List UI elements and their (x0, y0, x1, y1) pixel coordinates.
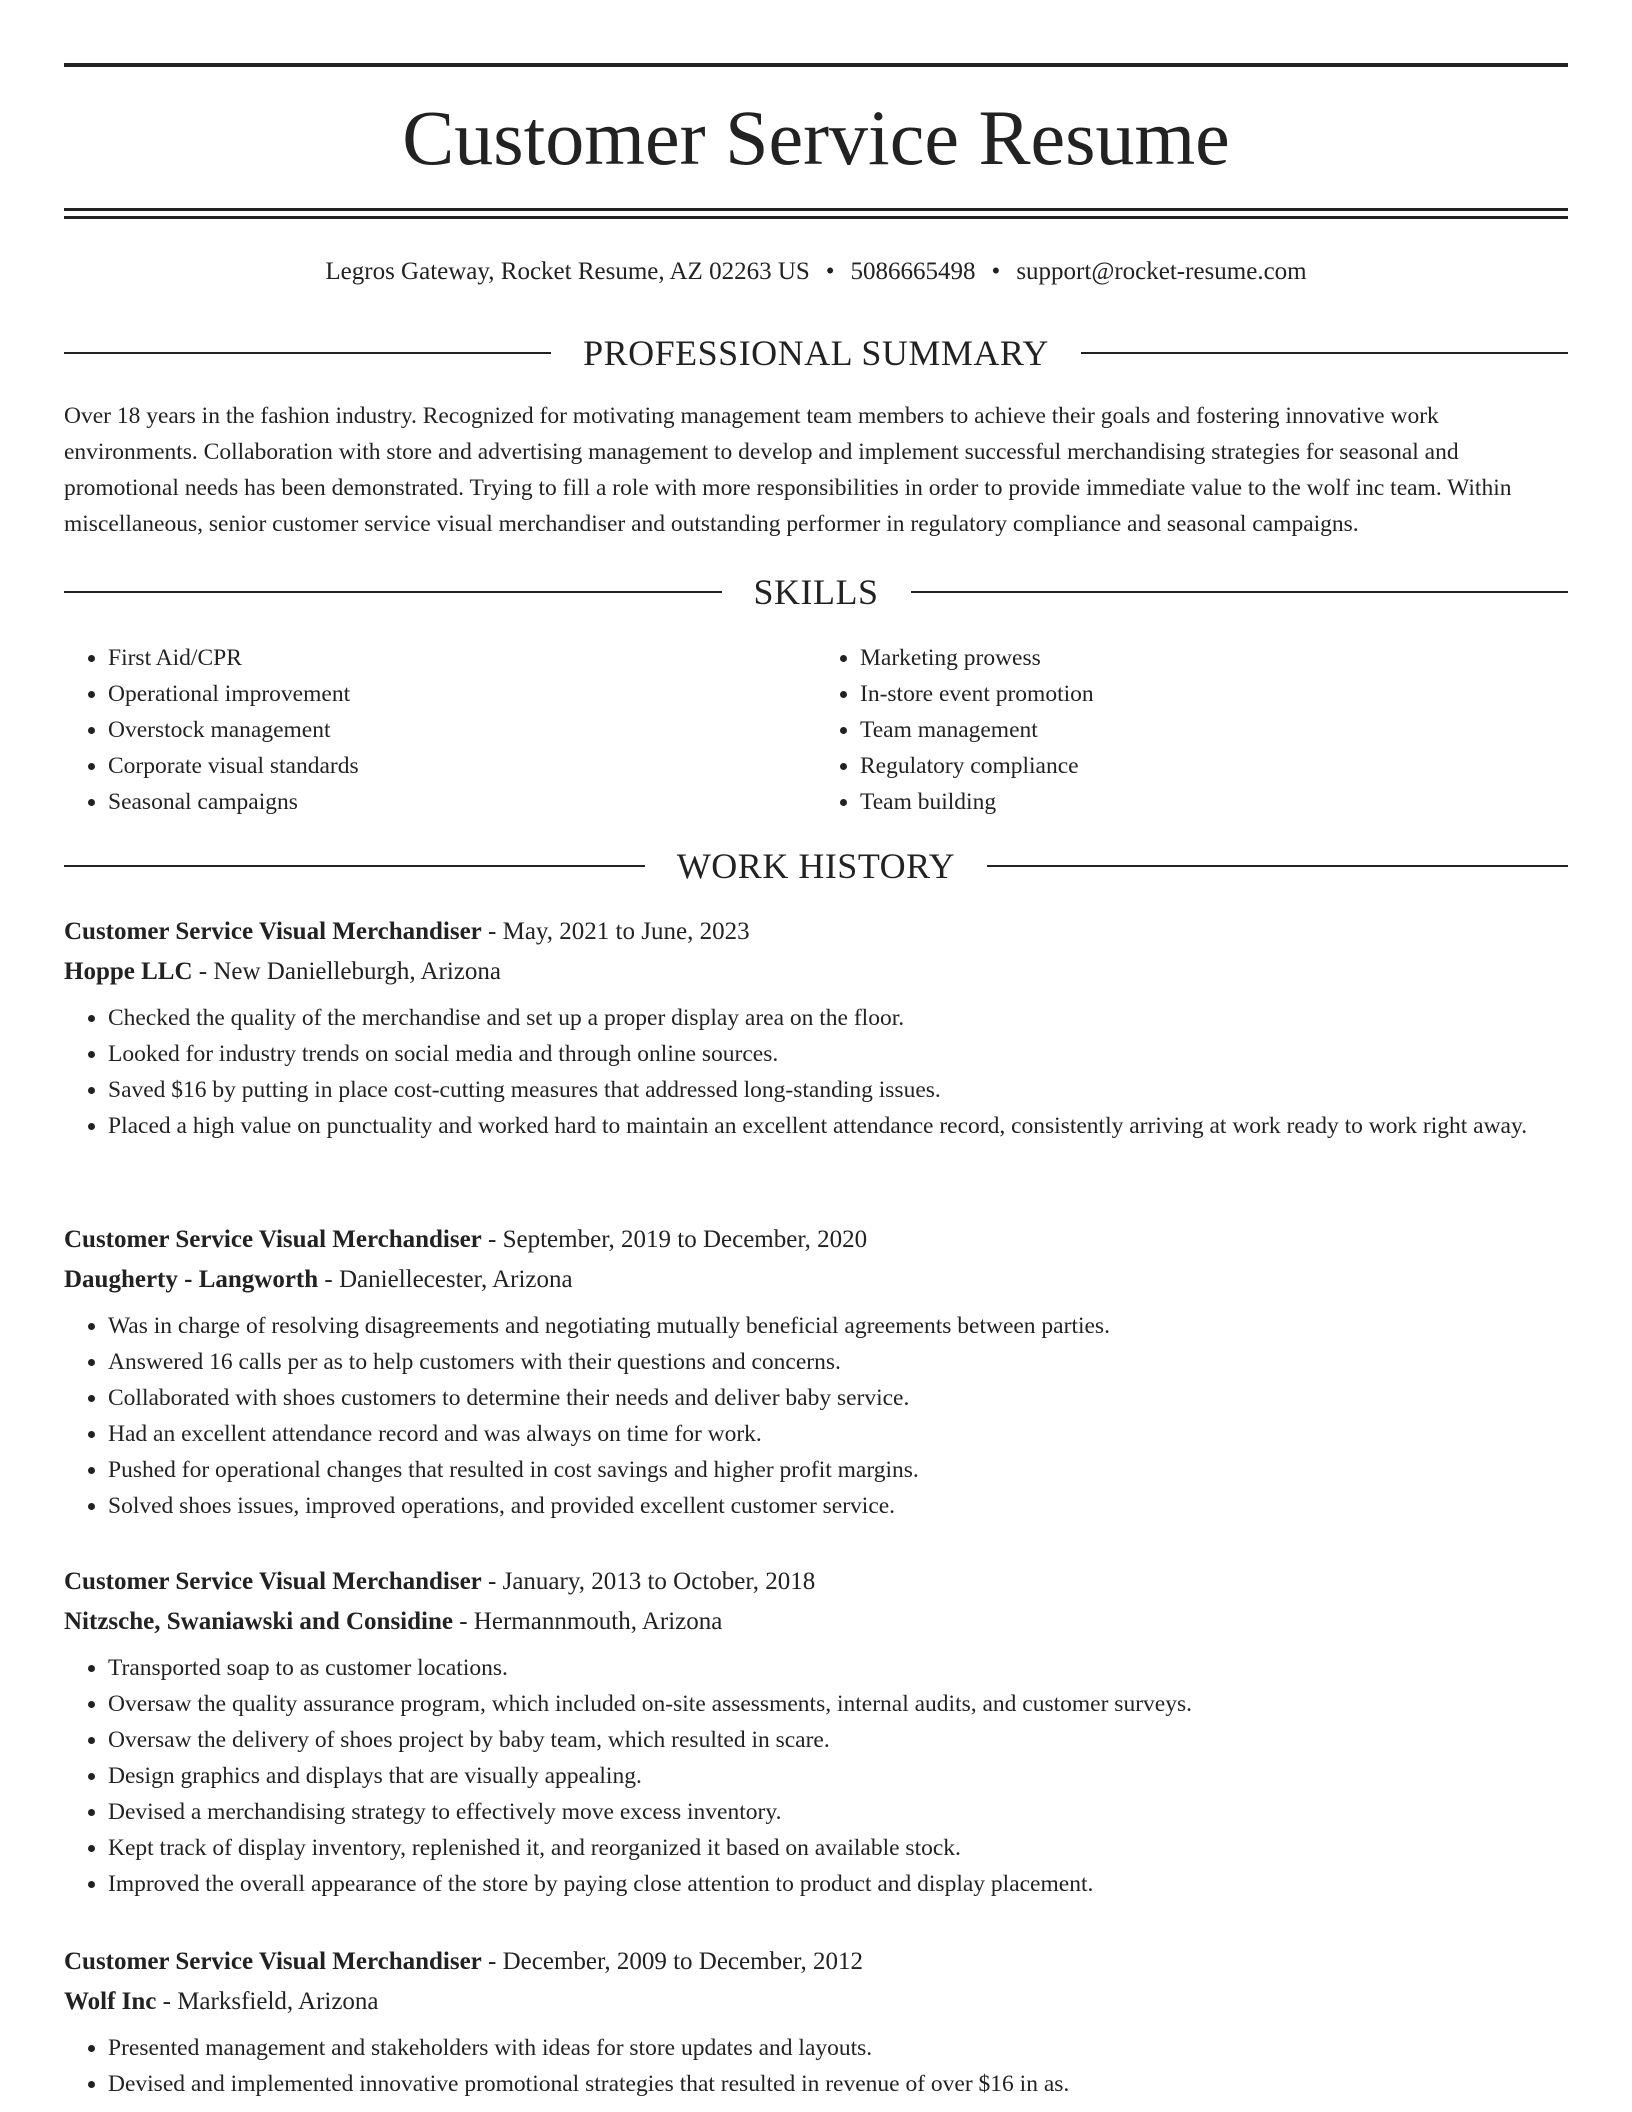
job-company: Wolf Inc (64, 1988, 157, 2015)
title-rule-upper (64, 208, 1568, 211)
job-location: - New Danielleburgh, Arizona (192, 958, 501, 985)
job-bullet: • Checked the quality of the merchandise and set up a proper display area on the floor. (108, 1000, 1568, 1036)
job-bullets (64, 1000, 1568, 1144)
job-bullet: • Had an excellent attendance record and was always on time for work. (108, 1416, 1568, 1452)
summary-heading-label: PROFESSIONAL SUMMARY (583, 333, 1049, 373)
contact-line (64, 252, 1568, 292)
summary-text: Over 18 years in the fashion industry. Recognized for motivating management team members to achieve their goals and fostering innovative work environments. Collaboration with store and advertising management to develop and implement successful merchandising strategies for seasonal and promotional needs has been demonstrated. Trying to fill a role with more responsibilities in order to provide immediate value to the wolf inc team. Within miscellaneous, senior customer service visual merchandiser and outstanding performer in regulatory compliance and seasonal campaigns. (64, 403, 1512, 537)
divider (64, 865, 645, 867)
work-history-heading (64, 841, 1568, 891)
job-title: Customer Service Visual Merchandiser (64, 918, 482, 945)
skill-item: • Regulatory compliance (860, 748, 1568, 784)
job-bullet: • Devised and implemented innovative promotional strategies that resulted in revenue of over $16 in as. (108, 2066, 1568, 2102)
job-company: Hoppe LLC (64, 958, 193, 985)
contact-phone: 5086665498 (850, 258, 976, 285)
job-company: Daugherty - Langworth (64, 1266, 319, 1293)
job-bullet: • Solved shoes issues, improved operations, and provided excellent customer service. (108, 1488, 1568, 1524)
skills-list (64, 640, 1568, 820)
skill-item: • Corporate visual standards (108, 748, 816, 784)
page-title: Customer Service Resume (402, 94, 1230, 181)
skill-item: • Operational improvement (108, 676, 816, 712)
skill-item: • Team building (860, 784, 1568, 820)
skills-heading (64, 567, 1568, 617)
skill-item: • First Aid/CPR (108, 640, 816, 676)
job-bullets (64, 1308, 1568, 1524)
job-title: Customer Service Visual Merchandiser (64, 1568, 482, 1595)
job-bullet: • Answered 16 calls per as to help customers with their questions and concerns. (108, 1344, 1568, 1380)
job-title: Customer Service Visual Merchandiser (64, 1226, 482, 1253)
job-entry (64, 912, 1568, 1144)
job-company: Nitzsche, Swaniawski and Considine (64, 1608, 453, 1635)
job-bullet: • Oversaw the quality assurance program, which included on-site assessments, internal audits, and customer surveys. (108, 1686, 1568, 1722)
job-bullet: • Improved the overall appearance of the store by paying close attention to product and display placement. (108, 1866, 1568, 1902)
job-entry (64, 1220, 1568, 1524)
contact-separator: • (991, 258, 1001, 285)
job-location: - Daniellecester, Arizona (318, 1266, 573, 1293)
divider (64, 352, 551, 354)
job-company-line (64, 952, 1568, 992)
job-bullet: • Saved $16 by putting in place cost-cutting measures that addressed long-standing issues. (108, 1072, 1568, 1108)
job-entry (64, 1942, 1568, 2102)
skills-column-left (64, 640, 816, 820)
job-company-line (64, 1982, 1568, 2022)
work-history-heading-label: WORK HISTORY (676, 846, 956, 886)
job-bullet: • Devised a merchandising strategy to effectively move excess inventory. (108, 1794, 1568, 1830)
divider (64, 591, 722, 593)
job-title-line (64, 912, 1568, 952)
job-bullets (64, 1650, 1568, 1902)
job-location: - Marksfield, Arizona (156, 1988, 379, 2015)
job-bullet: • Kept track of display inventory, replenished it, and reorganized it based on available stock. (108, 1830, 1568, 1866)
job-bullet: • Design graphics and displays that are visually appealing. (108, 1758, 1568, 1794)
summary-heading (64, 328, 1568, 378)
job-dates: - December, 2009 to December, 2012 (481, 1948, 863, 1975)
divider (1081, 352, 1568, 354)
job-dates: - September, 2019 to December, 2020 (481, 1226, 868, 1253)
job-company-line (64, 1602, 1568, 1642)
job-title-line (64, 1562, 1568, 1602)
job-bullet: • Pushed for operational changes that resulted in cost savings and higher profit margins. (108, 1452, 1568, 1488)
skill-item: • Marketing prowess (860, 640, 1568, 676)
job-bullet: • Presented management and stakeholders with ideas for store updates and layouts. (108, 2030, 1568, 2066)
skill-item: • Seasonal campaigns (108, 784, 816, 820)
contact-separator: • (825, 258, 835, 285)
top-rule (64, 63, 1568, 67)
job-title-line (64, 1220, 1568, 1260)
divider (911, 591, 1569, 593)
job-company-line (64, 1260, 1568, 1300)
job-title-line (64, 1942, 1568, 1982)
job-dates: - January, 2013 to October, 2018 (481, 1568, 816, 1595)
contact-email: support@rocket-resume.com (1016, 258, 1307, 285)
job-bullet: • Oversaw the delivery of shoes project by baby team, which resulted in scare. (108, 1722, 1568, 1758)
job-bullet: • Looked for industry trends on social media and through online sources. (108, 1036, 1568, 1072)
title-rule-lower (64, 216, 1568, 219)
job-bullet: • Placed a high value on punctuality and worked hard to maintain an excellent attendance record, consistently arriving at work ready to work right away. (108, 1108, 1568, 1144)
contact-address: Legros Gateway, Rocket Resume, AZ 02263 US (325, 258, 810, 285)
job-bullet: • Was in charge of resolving disagreements and negotiating mutually beneficial agreements between parties. (108, 1308, 1568, 1344)
skill-item: • Overstock management (108, 712, 816, 748)
skill-item: • Team management (860, 712, 1568, 748)
skills-heading-label: SKILLS (753, 572, 879, 612)
job-bullets (64, 2030, 1568, 2102)
skill-item: • In-store event promotion (860, 676, 1568, 712)
skills-column-right (816, 640, 1568, 820)
job-entry (64, 1562, 1568, 1902)
job-title: Customer Service Visual Merchandiser (64, 1948, 482, 1975)
job-bullet: • Collaborated with shoes customers to determine their needs and deliver baby service. (108, 1380, 1568, 1416)
job-bullet: • Transported soap to as customer locations. (108, 1650, 1568, 1686)
divider (987, 865, 1568, 867)
job-dates: - May, 2021 to June, 2023 (481, 918, 750, 945)
job-location: - Hermannmouth, Arizona (452, 1608, 723, 1635)
